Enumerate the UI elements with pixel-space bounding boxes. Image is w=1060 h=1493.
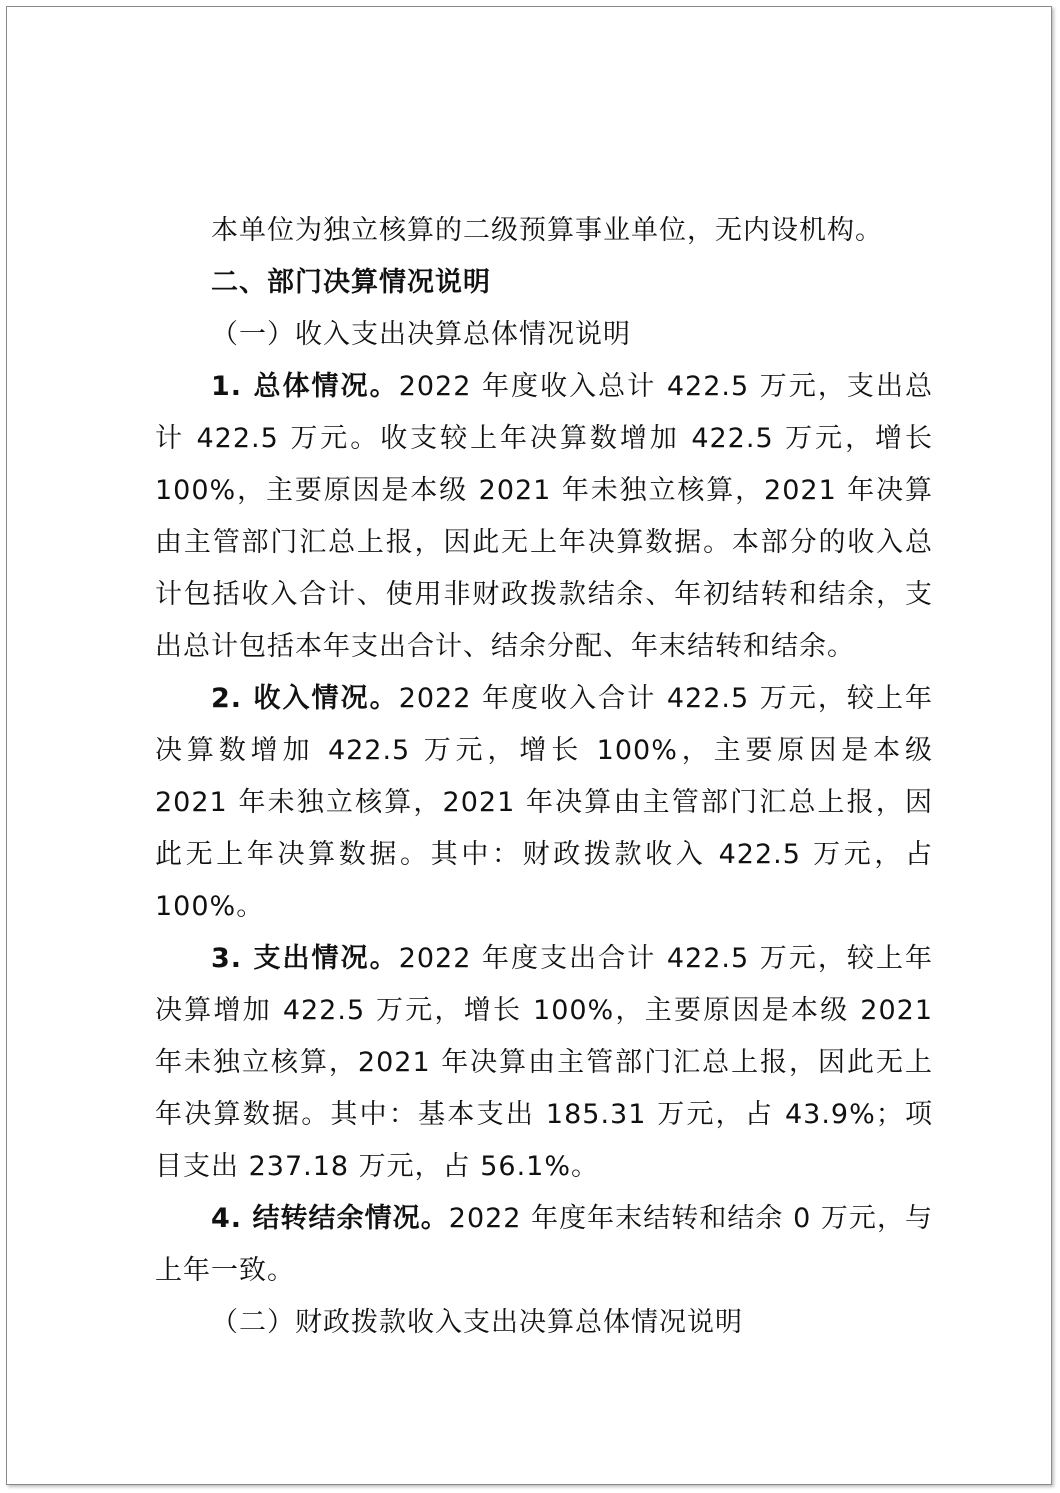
paragraph-carryover-lead: 4. 结转结余情况。: [211, 1203, 449, 1234]
paragraph-org-structure: 本单位为独立核算的二级预算事业单位，无内设机构。: [211, 215, 883, 246]
subsection-heading-2: （二）财政拨款收入支出决算总体情况说明: [211, 1307, 743, 1338]
paragraph-expenditure-lead: 3. 支出情况。: [211, 943, 399, 974]
paragraph-carryover-text: 2022 年度年末结转和结余 0 万元，与上年一致。: [155, 1203, 933, 1286]
section-heading-2: 二、部门决算情况说明: [211, 267, 491, 298]
paragraph-overall: [155, 361, 933, 673]
paragraph-carryover: [155, 1193, 933, 1297]
document-body: [155, 205, 933, 1349]
subsection-heading-1: （一）收入支出决算总体情况说明: [211, 319, 631, 350]
paragraph-income-lead: 2. 收入情况。: [211, 683, 399, 714]
paragraph-overall-lead: 1. 总体情况。: [211, 371, 399, 402]
paragraph-expenditure-text: 2022 年度支出合计 422.5 万元，较上年决算增加 422.5 万元，增长 100%，主要原因是本级 2021 年未独立核算，2021 年决算由主管部门汇总上报，因此无上年决算数据。其中：基本支出 185.31 万元，占 43.9%；项目支出 237.18 万元，占 56.1%。: [155, 943, 933, 1182]
paragraph-income-text: 2022 年度收入合计 422.5 万元，较上年决算数增加 422.5 万元，增长 100%，主要原因是本级 2021 年未独立核算，2021 年决算由主管部门汇总上报，因此无上年决算数据。其中：财政拨款收入 422.5 万元，占 100%。: [155, 683, 933, 922]
paragraph-expenditure: [155, 933, 933, 1193]
paragraph-overall-text: 2022 年度收入总计 422.5 万元，支出总计 422.5 万元。收支较上年决算数增加 422.5 万元，增长 100%，主要原因是本级 2021 年未独立核算，2021 年决算由主管部门汇总上报，因此无上年决算数据。本部分的收入总计包括收入合计、使用非财政拨款结余、年初结转和结余，支出总计包括本年支出合计、结余分配、年末结转和结余。: [155, 371, 933, 662]
document-page: [6, 6, 1052, 1485]
paragraph-income: [155, 673, 933, 933]
